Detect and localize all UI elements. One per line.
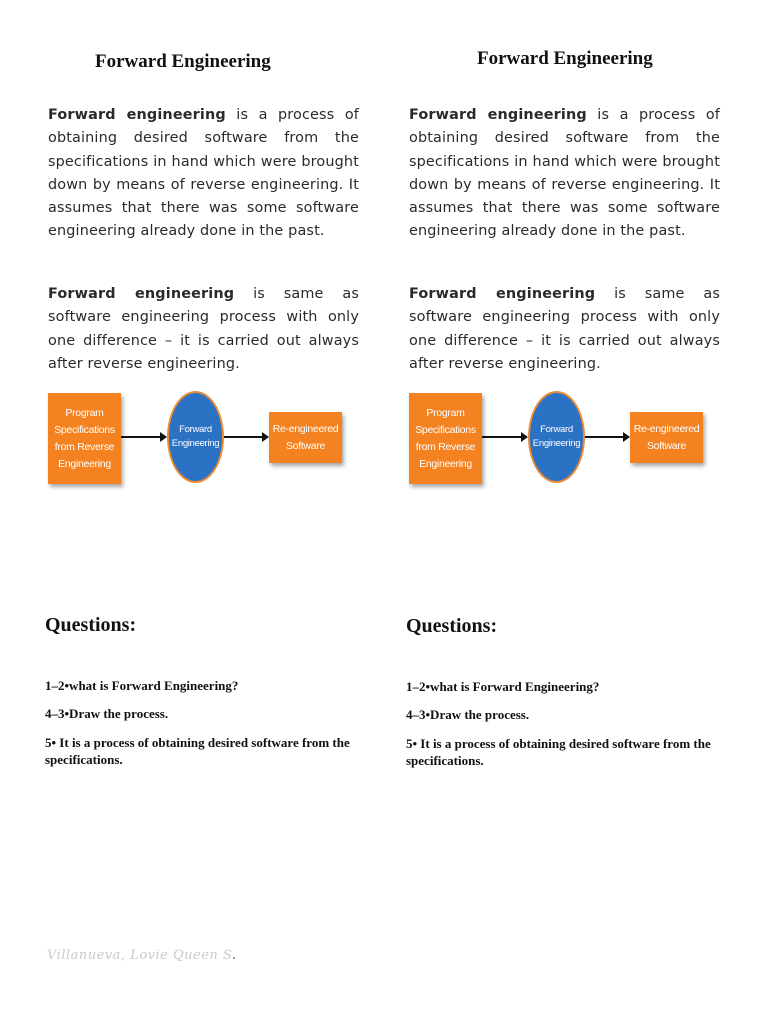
question-item: 4–3•Draw the process. — [406, 707, 530, 722]
arrow-connector — [585, 436, 624, 438]
questions-heading: Questions: — [406, 615, 498, 637]
process-ellipse — [528, 391, 585, 483]
input-box — [48, 393, 121, 484]
definition-text: is a process of obtaining desired software from the specifications in hand which were brought down by means of reverse engineering. It assumes that there was some software engineering already done in the past. — [48, 107, 359, 240]
questions-heading: Questions: — [45, 614, 137, 636]
term-bold: Forward engineering — [409, 286, 596, 302]
definition-paragraph — [409, 104, 720, 244]
question-item: 5• It is a process of obtaining desired software from the specifications. — [406, 736, 711, 768]
definition-text: is a process of obtaining desired software from the specifications in hand which were brought down by means of reverse engineering. It assumes that there was some software engineering already done in the past. — [409, 107, 720, 240]
input-line: Program — [65, 406, 104, 419]
question-item: 5• It is a process of obtaining desired software from the specifications. — [45, 735, 350, 767]
page-title: Forward Engineering — [95, 51, 271, 72]
input-line: from Reverse — [415, 440, 476, 453]
page-title: Forward Engineering — [477, 48, 653, 69]
comparison-paragraph — [48, 283, 359, 376]
output-line: Software — [646, 439, 687, 452]
definition-paragraph — [48, 104, 359, 244]
output-line: Re-engineered — [272, 422, 339, 435]
input-line: Specifications — [54, 423, 115, 436]
question-item: 4–3•Draw the process. — [45, 706, 169, 721]
arrow-connector — [121, 436, 161, 438]
term-bold: Forward engineering — [48, 286, 235, 302]
question-item: 1–2•what is Forward Engineering? — [406, 679, 600, 694]
output-box — [269, 412, 342, 463]
process-diagram — [48, 391, 348, 487]
term-bold: Forward engineering — [409, 107, 587, 123]
footer-period: . — [231, 948, 237, 963]
input-line: Engineering — [419, 457, 472, 470]
author-name: Villanueva, Lovie Queen S — [47, 948, 232, 963]
question-item: 1–2•what is Forward Engineering? — [45, 678, 239, 693]
process-diagram — [409, 391, 709, 487]
process-ellipse — [167, 391, 224, 483]
process-line: Forward — [540, 424, 573, 435]
output-line: Re-engineered — [633, 422, 700, 435]
output-box — [630, 412, 703, 463]
output-line: Software — [285, 439, 326, 452]
comparison-text: is same as software engineering process with only one difference – it is carried out always after reverse engineering. — [48, 286, 360, 372]
input-line: from Reverse — [54, 440, 115, 453]
author-footer — [47, 948, 236, 963]
arrow-connector — [482, 436, 522, 438]
comparison-text: is same as software engineering process with only one difference – it is carried out always after reverse engineering. — [409, 286, 721, 372]
process-line: Forward — [179, 424, 212, 435]
input-line: Program — [426, 406, 465, 419]
input-box — [409, 393, 482, 484]
process-line: Engineering — [171, 438, 220, 449]
input-line: Engineering — [58, 457, 111, 470]
input-line: Specifications — [415, 423, 476, 436]
arrow-connector — [224, 436, 263, 438]
process-line: Engineering — [532, 438, 581, 449]
comparison-paragraph — [409, 283, 720, 376]
term-bold: Forward engineering — [48, 107, 226, 123]
